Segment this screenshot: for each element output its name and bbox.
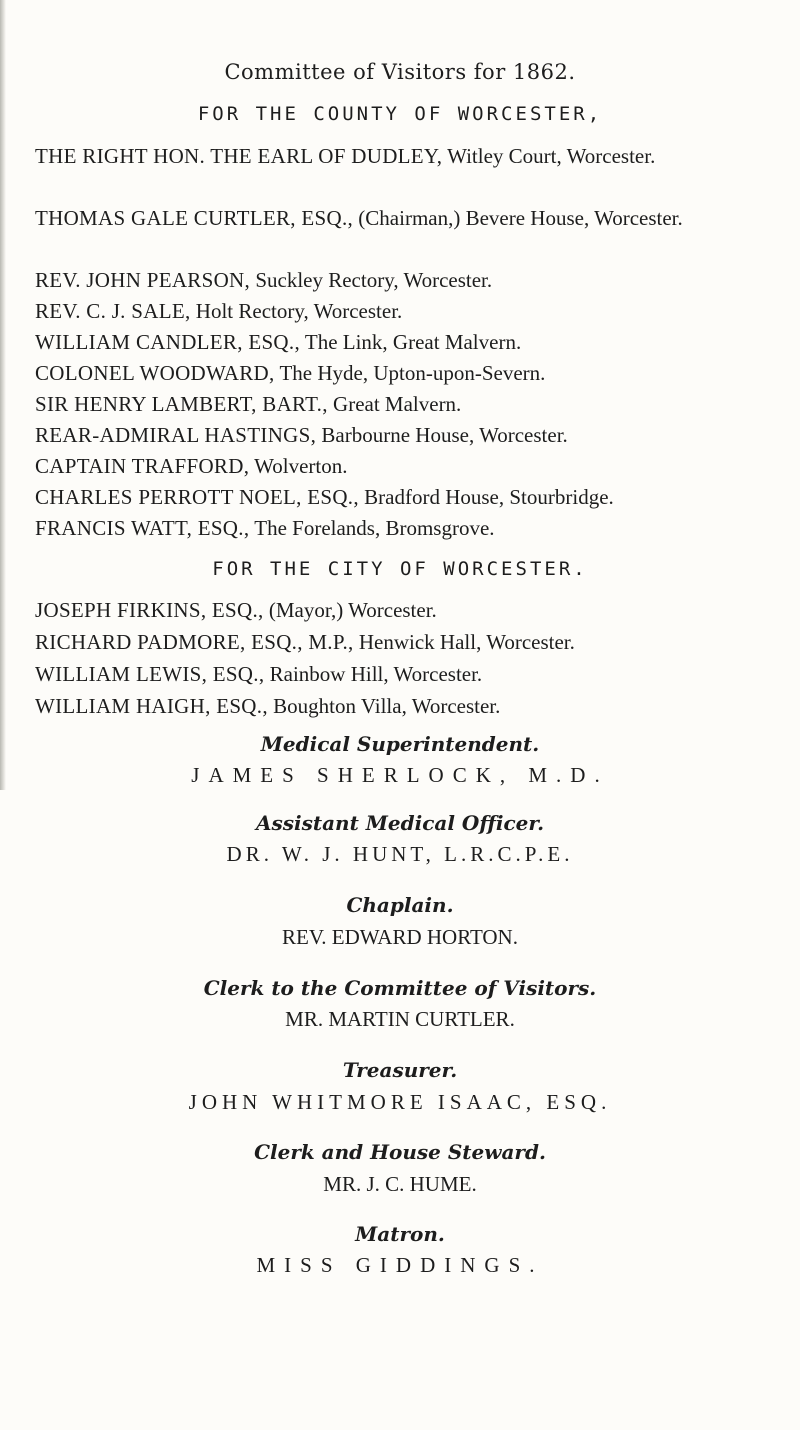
member-detail: Wolverton. xyxy=(249,454,348,478)
member-name: JOSEPH FIRKINS, ESQ., xyxy=(35,598,264,622)
county-member-3 xyxy=(35,266,785,294)
member-detail: The Forelands, Bromsgrove. xyxy=(249,516,495,540)
county-member-11 xyxy=(35,514,785,542)
holder-assistant-medical-officer: DR. W. J. HUNT, L.R.C.P.E. xyxy=(226,842,574,866)
member-detail: Great Malvern. xyxy=(327,392,462,416)
member-name: WILLIAM CANDLER, ESQ., xyxy=(35,330,300,354)
county-member-2 xyxy=(35,204,793,232)
member-name: COLONEL WOODWARD, xyxy=(35,361,275,385)
member-detail: Boughton Villa, Worcester. xyxy=(267,694,501,718)
city-member-4 xyxy=(35,692,785,720)
holder-clerk-and-house-steward: MR. J. C. HUME. xyxy=(323,1172,477,1196)
member-detail: Holt Rectory, Worcester. xyxy=(190,299,403,323)
holder-medical-superintendent: JAMES SHERLOCK, M.D. xyxy=(191,763,609,787)
holder-treasurer: JOHN WHITMORE ISAAC, ESQ. xyxy=(188,1090,612,1114)
member-name: WILLIAM HAIGH, ESQ., xyxy=(35,694,268,718)
county-member-8 xyxy=(35,421,785,449)
member-detail: The Link, Great Malvern. xyxy=(300,330,522,354)
member-detail: (Chairman,) Bevere House, Worcester. xyxy=(353,206,683,230)
member-name: THE RIGHT HON. THE EARL OF DUDLEY, xyxy=(35,144,443,168)
office-medical-superintendent: Medical Superintendent. xyxy=(260,732,540,756)
county-member-9 xyxy=(35,452,785,480)
office-treasurer: Treasurer. xyxy=(342,1058,458,1082)
county-member-4 xyxy=(35,297,785,325)
member-detail: Bradford House, Stourbridge. xyxy=(358,485,614,509)
member-detail: (Mayor,) Worcester. xyxy=(263,598,437,622)
member-name: THOMAS GALE CURTLER, ESQ., xyxy=(35,206,354,230)
county-member-10 xyxy=(35,483,785,511)
county-member-7 xyxy=(35,390,785,418)
office-chaplain: Chaplain. xyxy=(346,893,454,917)
member-detail: Barbourne House, Worcester. xyxy=(316,423,568,447)
holder-chaplain: REV. EDWARD HORTON. xyxy=(282,925,518,949)
holder-matron: MISS GIDDINGS. xyxy=(256,1253,544,1277)
member-name: CHARLES PERROTT NOEL, ESQ., xyxy=(35,485,359,509)
office-assistant-medical-officer: Assistant Medical Officer. xyxy=(255,811,545,835)
city-member-1 xyxy=(35,596,785,624)
member-detail: Witley Court, Worcester. xyxy=(442,144,656,168)
holder-clerk-to-committee: MR. MARTIN CURTLER. xyxy=(285,1007,515,1031)
member-name: REAR-ADMIRAL HASTINGS, xyxy=(35,423,317,447)
member-name: RICHARD PADMORE, ESQ., M.P., xyxy=(35,630,354,654)
member-name: REV. C. J. SALE, xyxy=(35,299,191,323)
member-detail: The Hyde, Upton-upon-Severn. xyxy=(274,361,546,385)
office-clerk-and-house-steward: Clerk and House Steward. xyxy=(254,1140,546,1164)
county-member-1 xyxy=(35,142,793,170)
county-member-5 xyxy=(35,328,785,356)
county-member-6 xyxy=(35,359,785,387)
member-name: SIR HENRY LAMBERT, BART., xyxy=(35,392,328,416)
member-name: CAPTAIN TRAFFORD, xyxy=(35,454,250,478)
member-name: WILLIAM LEWIS, ESQ., xyxy=(35,662,265,686)
city-member-3 xyxy=(35,660,785,688)
member-detail: Rainbow Hill, Worcester. xyxy=(264,662,483,686)
member-detail: Henwick Hall, Worcester. xyxy=(353,630,575,654)
city-heading: FOR THE CITY OF WORCESTER. xyxy=(212,558,588,580)
member-name: FRANCIS WATT, ESQ., xyxy=(35,516,250,540)
member-detail: Suckley Rectory, Worcester. xyxy=(250,268,493,292)
office-matron: Matron. xyxy=(355,1222,445,1246)
city-member-2 xyxy=(35,628,785,656)
county-heading: FOR THE COUNTY OF WORCESTER, xyxy=(197,103,603,125)
page-title: Committee of Visitors for 1862. xyxy=(224,60,576,84)
member-name: REV. JOHN PEARSON, xyxy=(35,268,251,292)
office-clerk-to-committee: Clerk to the Committee of Visitors. xyxy=(203,976,597,1000)
